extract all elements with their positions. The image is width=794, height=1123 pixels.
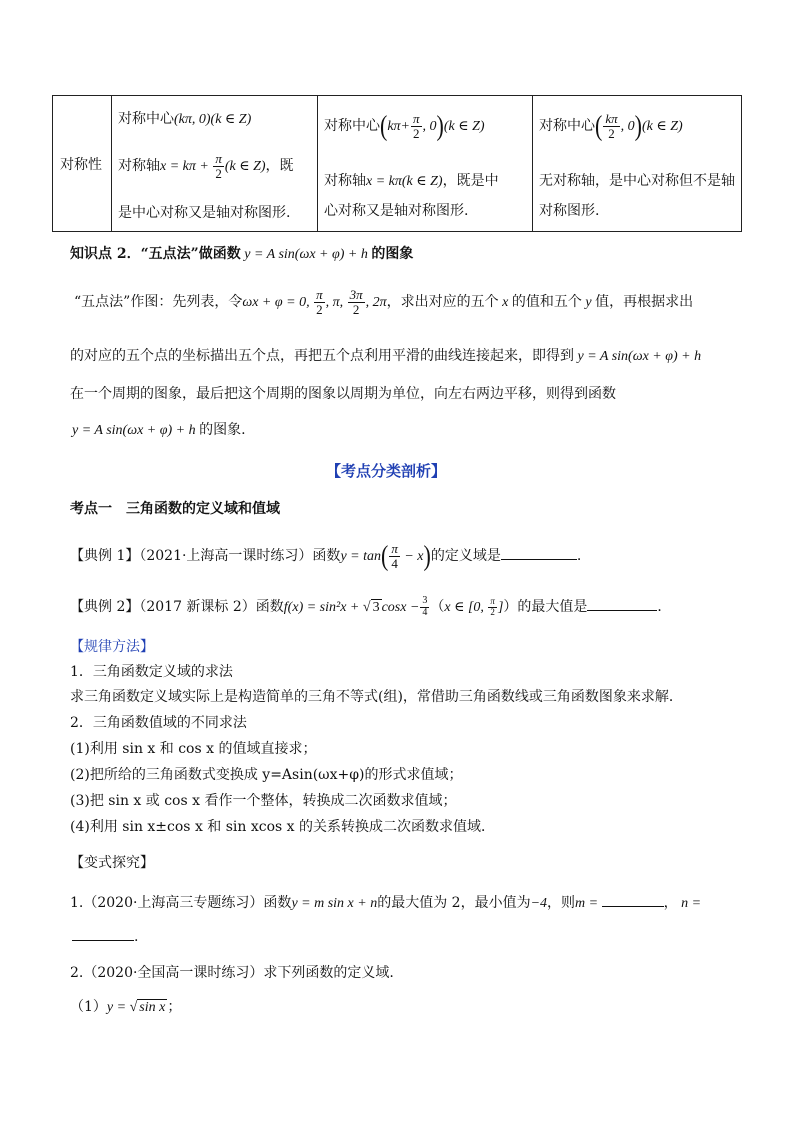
tan-center-line: 对称中心( $\frac{k\pi}{2}$ , 0)(k ∈ Z) — [539, 109, 683, 142]
knowledge2-title: 知识点 2．“五点法”做函数 y = A sin(ωx + φ) + h 的图象 — [70, 246, 414, 262]
sin-axis-line: 对称轴x = kπ + $\frac{\pi}{2}$ (k ∈ Z)，既 — [118, 151, 294, 181]
knowledge2-p4: y = A sin(ωx + φ) + h 的图象. — [72, 422, 246, 438]
knowledge2-p1: “五点法”作图：先列表，令ωx + φ = 0, $\frac{\pi}{2}$ , π, $\frac{3\pi}{2}$ , 2π，求出对应的五个 x 的值和五个 y 值，再根据求出 — [74, 287, 694, 317]
tan-symmetry-cell — [533, 96, 742, 232]
knowledge2-p3: 在一个周期的图象，最后把这个周期的图象以周期为单位，向左右两边平移，则得到函数 — [70, 386, 616, 402]
sin-symmetry-cell — [112, 96, 318, 232]
method-2: 2．三角函数值域的不同求法 — [70, 715, 247, 731]
cos-axis-line: 对称轴x = kπ(k ∈ Z)，既是中 — [324, 173, 499, 189]
tan-axis-line: 无对称轴，是中心对称但不是轴 — [539, 173, 735, 189]
variant-2-item-1: （1）y = √ sin x ； — [70, 999, 182, 1015]
cos-desc-line: 心对称又是轴对称图形. — [324, 203, 469, 219]
sin-center-line: 对称中心(kπ, 0)(k ∈ Z) — [118, 111, 252, 127]
method-1-desc: 求三角函数定义域实际上是构造简单的三角不等式(组)，常借助三角函数线或三角函数图象来求解． — [70, 689, 683, 705]
method-2-item-1: (1)利用 sin x 和 cos x 的值域直接求； — [70, 741, 317, 757]
cos-symmetry-cell — [318, 96, 533, 232]
variant-2: 2.（2020·全国高一课时练习）求下列函数的定义域. — [70, 965, 394, 981]
row-header: 对称性 — [60, 157, 102, 173]
example1: 【典例 1】（2021·上海高一课时练习）函数y = tan( $\frac{\pi}{4}$ − x)的定义域是 . — [70, 539, 582, 572]
variant-1-blank: . — [72, 928, 138, 945]
method-title: 【规律方法】 — [70, 639, 154, 655]
row-header-cell — [53, 96, 112, 232]
method-2-item-2: (2)把所给的三角函数式变换成 y=Asin(ωx+φ)的形式求值域； — [70, 767, 463, 783]
method-2-item-4: (4)利用 sin x±cos x 和 sin xcos x 的关系转换成二次函数求值域． — [70, 819, 496, 835]
method-1: 1．三角函数定义域的求法 — [70, 664, 233, 680]
section-heading: 【考点分类剖析】 — [326, 462, 447, 480]
example2: 【典例 2】（2017 新课标 2）函数f(x) = sin²x + √ 3 cosx − $\frac{3}{4}$ （x ∈ [0, $\frac{\pi}{2}$ ]）的最大值是 ． — [70, 595, 672, 618]
symmetry-table — [52, 95, 742, 232]
knowledge2-p2: 的对应的五个点的坐标描出五个点，再把五个点利用平滑的曲线连接起来，即得到 y = A sin(ωx + φ) + h — [70, 348, 702, 364]
tan-desc-line: 对称图形. — [539, 203, 600, 219]
kaodian1-title: 考点一 三角函数的定义域和值域 — [70, 501, 280, 517]
variant-1: 1.（2020·上海高三专题练习）函数y = m sin x + n的最大值为 2，最小值为−4，则m = ， n = — [70, 895, 702, 911]
cos-center-line: 对称中心(kπ+ $\frac{\pi}{2}$ , 0)(k ∈ Z) — [324, 109, 485, 142]
method-2-item-3: (3)把 sin x 或 cos x 看作一个整体，转换成二次函数求值域； — [70, 793, 457, 809]
variant-title: 【变式探究】 — [70, 855, 154, 871]
sin-desc-line: 是中心对称又是轴对称图形. — [118, 205, 291, 221]
